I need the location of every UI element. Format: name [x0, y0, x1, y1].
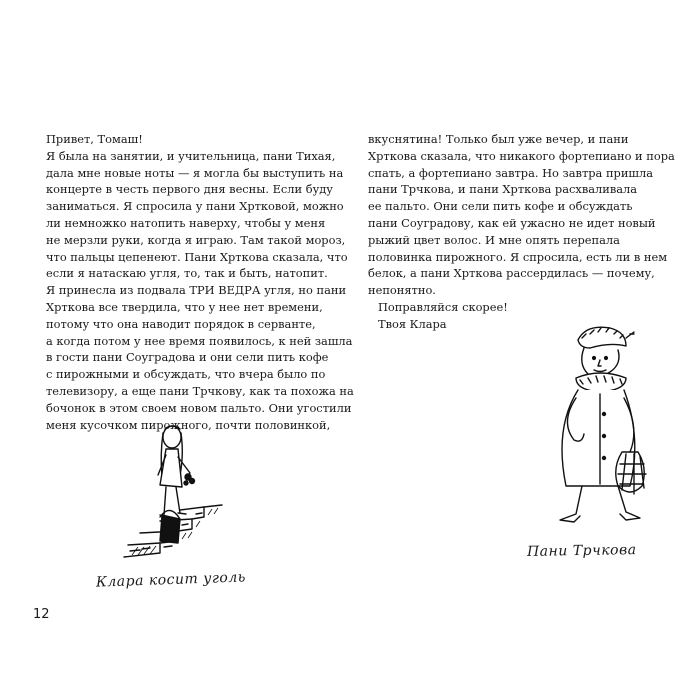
text-line: если я натаскаю угля, то, так и быть, натопит.: [46, 266, 328, 281]
text-line: заниматься. Я спросила у пани Хртковой, можно: [46, 199, 344, 214]
text-line: ее пальто. Они сели пить кофе и обсуждать: [368, 199, 633, 214]
text-line: в гости пани Соуградова и они сели пить кофе: [46, 350, 329, 365]
page-number: 12: [33, 607, 50, 622]
text-line: вкуснятина! Только был уже вечер, и пани: [368, 132, 629, 146]
klara-illustration: [120, 415, 240, 565]
text-line: белок, а пани Хртковa рассердилась — почему,: [368, 266, 655, 281]
text-line: половинка пирожного. Я спросила, есть ли в нем: [368, 249, 668, 264]
text-line: непонятно.: [368, 283, 436, 298]
text-line: пани Трчкова, и пани Хртковa расхваливала: [368, 182, 638, 197]
text-line: потому что она наводит порядок в серванте,: [46, 316, 316, 331]
illustration-caption-right: Пани Трчкова: [526, 542, 637, 560]
text-line: бочонок в этом своем новом пальто. Они угостили: [46, 400, 352, 415]
text-line: Привет, Томаш!: [46, 132, 143, 146]
text-line: меня кусочком пирожного, почти половинкой,: [46, 417, 331, 432]
text-line: пани Соуградову, как ей ужасно не идет новый: [368, 215, 656, 230]
letter-right-column: [368, 131, 675, 333]
illustration-caption-left: Клара косит уголь: [95, 569, 247, 591]
text-line: Хртковa сказала, что никакого фортепиано и пора: [368, 148, 675, 163]
text-line: ли немножко натопить наверху, чтобы у меня: [46, 215, 326, 230]
text-line: Я принесла из подвала ТРИ ВЕДРА угля, но пани: [46, 283, 347, 298]
text-line: с пирожными и обсуждать, что вчера было по: [46, 367, 326, 382]
text-line: а когда потом у нее время появилось, к ней зашла: [46, 333, 353, 348]
text-line: что пальцы цепенеют. Пани Хртковa сказала, что: [46, 249, 348, 264]
text-line: рыжий цвет волос. И мне опять перепала: [368, 232, 620, 247]
text-line: не мерзли руки, когда я играю. Там такой мороз,: [46, 232, 346, 247]
pani-trchkova-illustration: [530, 318, 670, 533]
text-line: Хртковa все твердила, что у нее нет времени,: [46, 299, 323, 314]
text-line: спать, а фортепиано завтра. Но завтра пришла: [368, 165, 654, 180]
text-line: Я была на занятии, и учительница, пани Тихая,: [46, 148, 336, 163]
letter-left-column: [46, 131, 354, 433]
signature: Твоя Клара: [378, 316, 447, 331]
text-line: дала мне новые ноты — я могла бы выступить на: [46, 165, 344, 180]
text-line: телевизору, а еще пани Трчкову, как та похожа на: [46, 383, 354, 398]
text-line: концерте в честь первого дня весны. Если буду: [46, 182, 334, 197]
closing-line: Поправляйся скорее!: [378, 299, 508, 314]
